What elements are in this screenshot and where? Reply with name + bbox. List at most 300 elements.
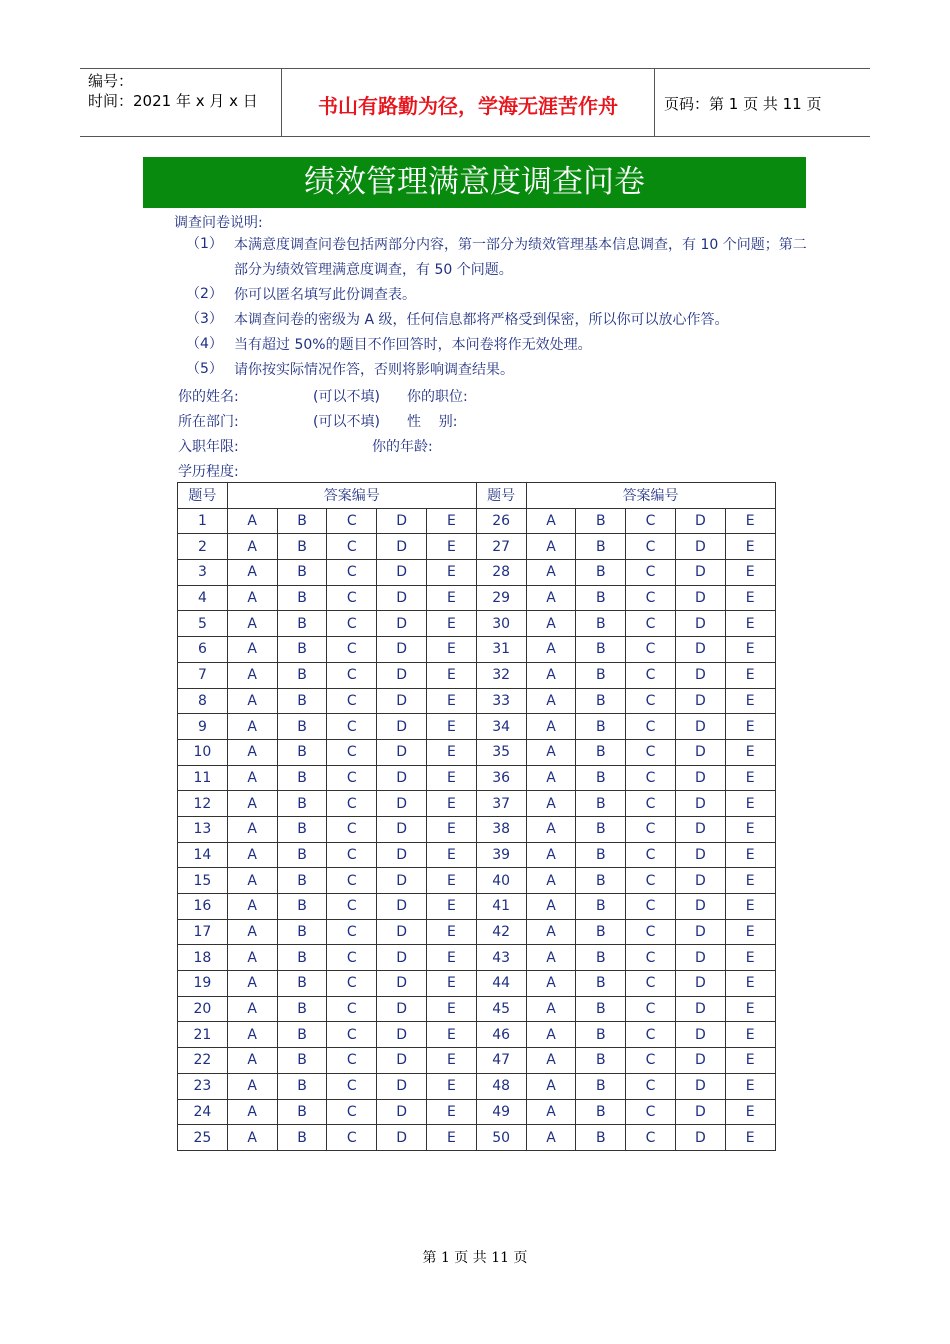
table-row	[178, 534, 776, 560]
answer-option-d[interactable]: D	[675, 1048, 725, 1074]
answer-option-b[interactable]: B	[277, 585, 327, 611]
answer-option-c[interactable]: C	[327, 1073, 377, 1099]
answer-option-a[interactable]: A	[227, 585, 277, 611]
answer-option-c[interactable]: C	[626, 560, 676, 586]
answer-option-a[interactable]: A	[526, 816, 576, 842]
answer-option-d[interactable]: D	[675, 508, 725, 534]
answer-option-e[interactable]: E	[725, 611, 775, 637]
answer-option-b[interactable]: B	[277, 1099, 327, 1125]
answer-option-d[interactable]: D	[675, 1073, 725, 1099]
table-row	[178, 842, 776, 868]
column-header-answers: 答案编号	[227, 483, 476, 509]
instruction-number: （2）	[186, 286, 223, 302]
answer-option-a[interactable]: A	[526, 637, 576, 663]
answer-option-e[interactable]: E	[725, 662, 775, 688]
answer-option-b[interactable]: B	[277, 1048, 327, 1074]
answer-option-d[interactable]: D	[675, 637, 725, 663]
answer-option-d[interactable]: D	[377, 1073, 427, 1099]
answer-option-a[interactable]: A	[227, 1022, 277, 1048]
question-number: 19	[178, 971, 228, 997]
answer-option-a[interactable]: A	[227, 739, 277, 765]
answer-option-a[interactable]: A	[227, 1073, 277, 1099]
header-motto: 书山有路勤为径，学海无涯苦作舟	[318, 94, 618, 118]
answer-option-a[interactable]: A	[526, 1022, 576, 1048]
answer-option-b[interactable]: B	[576, 894, 626, 920]
answer-option-e[interactable]: E	[426, 894, 476, 920]
answer-option-d[interactable]: D	[675, 585, 725, 611]
answer-option-c[interactable]: C	[626, 1048, 676, 1074]
answer-option-e[interactable]: E	[725, 791, 775, 817]
answer-option-c[interactable]: C	[626, 637, 676, 663]
answer-option-d[interactable]: D	[377, 765, 427, 791]
answer-option-e[interactable]: E	[725, 739, 775, 765]
answer-option-a[interactable]: A	[227, 534, 277, 560]
answer-option-c[interactable]: C	[626, 791, 676, 817]
answer-option-d[interactable]: D	[377, 791, 427, 817]
answer-option-d[interactable]: D	[377, 585, 427, 611]
question-number: 10	[178, 739, 228, 765]
answer-option-e[interactable]: E	[426, 996, 476, 1022]
question-number: 36	[476, 765, 526, 791]
answer-option-a[interactable]: A	[526, 739, 576, 765]
answer-option-c[interactable]: C	[327, 1048, 377, 1074]
answer-option-e[interactable]: E	[426, 1022, 476, 1048]
answer-option-e[interactable]: E	[725, 996, 775, 1022]
answer-option-a[interactable]: A	[526, 1125, 576, 1151]
answer-option-d[interactable]: D	[675, 816, 725, 842]
answer-option-e[interactable]: E	[725, 1048, 775, 1074]
answer-option-d[interactable]: D	[675, 1099, 725, 1125]
answer-option-a[interactable]: A	[526, 842, 576, 868]
answer-option-c[interactable]: C	[327, 971, 377, 997]
answer-option-d[interactable]: D	[377, 996, 427, 1022]
answer-option-d[interactable]: D	[377, 868, 427, 894]
answer-option-a[interactable]: A	[526, 996, 576, 1022]
answer-option-e[interactable]: E	[725, 1099, 775, 1125]
answer-option-e[interactable]: E	[725, 508, 775, 534]
answer-option-a[interactable]: A	[526, 611, 576, 637]
optional-note: (可以不填)	[313, 414, 380, 430]
answer-option-a[interactable]: A	[227, 1099, 277, 1125]
answer-option-b[interactable]: B	[576, 765, 626, 791]
answer-option-a[interactable]: A	[526, 508, 576, 534]
answer-option-d[interactable]: D	[377, 714, 427, 740]
answer-option-e[interactable]: E	[426, 765, 476, 791]
answer-option-c[interactable]: C	[626, 508, 676, 534]
instruction-text: 你可以匿名填写此份调查表。	[234, 287, 416, 303]
gender-field[interactable]: 性 别:	[407, 414, 458, 430]
answer-option-e[interactable]: E	[725, 945, 775, 971]
answer-option-b[interactable]: B	[277, 919, 327, 945]
question-number: 4	[178, 585, 228, 611]
answer-option-d[interactable]: D	[675, 945, 725, 971]
answer-option-d[interactable]: D	[377, 1125, 427, 1151]
instruction-number: （4）	[186, 336, 223, 352]
answer-option-d[interactable]: D	[377, 560, 427, 586]
header-bottom-rule	[80, 136, 870, 137]
answer-option-b[interactable]: B	[277, 791, 327, 817]
answer-option-c[interactable]: C	[327, 508, 377, 534]
answer-option-b[interactable]: B	[576, 1073, 626, 1099]
answer-option-c[interactable]: C	[327, 739, 377, 765]
answer-option-c[interactable]: C	[626, 816, 676, 842]
department-field[interactable]: 所在部门:	[178, 414, 239, 430]
age-field[interactable]: 你的年龄:	[372, 439, 433, 455]
answer-option-e[interactable]: E	[725, 714, 775, 740]
answer-option-c[interactable]: C	[327, 816, 377, 842]
answer-option-e[interactable]: E	[426, 534, 476, 560]
question-number: 31	[476, 637, 526, 663]
answer-option-b[interactable]: B	[576, 637, 626, 663]
answer-option-c[interactable]: C	[327, 560, 377, 586]
answer-option-e[interactable]: E	[426, 560, 476, 586]
answer-option-b[interactable]: B	[277, 534, 327, 560]
answer-option-a[interactable]: A	[227, 508, 277, 534]
answer-option-a[interactable]: A	[227, 945, 277, 971]
answer-option-d[interactable]: D	[675, 971, 725, 997]
answer-option-c[interactable]: C	[626, 688, 676, 714]
answer-option-a[interactable]: A	[227, 765, 277, 791]
question-number: 14	[178, 842, 228, 868]
answer-option-a[interactable]: A	[227, 637, 277, 663]
table-row	[178, 560, 776, 586]
answer-option-b[interactable]: B	[277, 894, 327, 920]
answer-option-e[interactable]: E	[426, 611, 476, 637]
answer-option-c[interactable]: C	[327, 1125, 377, 1151]
answer-option-e[interactable]: E	[426, 714, 476, 740]
answer-option-c[interactable]: C	[327, 765, 377, 791]
question-number: 11	[178, 765, 228, 791]
answer-option-a[interactable]: A	[526, 765, 576, 791]
answer-option-b[interactable]: B	[576, 688, 626, 714]
tenure-field[interactable]: 入职年限:	[178, 439, 239, 455]
answer-option-a[interactable]: A	[227, 1048, 277, 1074]
name-field[interactable]: 你的姓名:	[178, 389, 239, 405]
answer-option-b[interactable]: B	[277, 1125, 327, 1151]
answer-option-e[interactable]: E	[426, 842, 476, 868]
answer-option-a[interactable]: A	[227, 919, 277, 945]
answer-option-c[interactable]: C	[626, 1099, 676, 1125]
answer-option-e[interactable]: E	[426, 508, 476, 534]
answer-option-e[interactable]: E	[725, 534, 775, 560]
answer-option-b[interactable]: B	[576, 919, 626, 945]
question-number: 6	[178, 637, 228, 663]
answer-option-b[interactable]: B	[576, 534, 626, 560]
answer-option-c[interactable]: C	[626, 945, 676, 971]
answer-option-e[interactable]: E	[426, 791, 476, 817]
answer-option-a[interactable]: A	[526, 791, 576, 817]
answer-option-d[interactable]: D	[675, 560, 725, 586]
answer-option-b[interactable]: B	[576, 842, 626, 868]
answer-option-b[interactable]: B	[277, 611, 327, 637]
answer-option-d[interactable]: D	[675, 1022, 725, 1048]
answer-option-b[interactable]: B	[277, 945, 327, 971]
answer-option-b[interactable]: B	[576, 1125, 626, 1151]
answer-option-e[interactable]: E	[426, 739, 476, 765]
answer-option-c[interactable]: C	[626, 996, 676, 1022]
answer-option-e[interactable]: E	[426, 1099, 476, 1125]
answer-option-b[interactable]: B	[576, 1099, 626, 1125]
answer-option-a[interactable]: A	[526, 1073, 576, 1099]
answer-option-b[interactable]: B	[576, 996, 626, 1022]
answer-option-e[interactable]: E	[725, 585, 775, 611]
answer-option-c[interactable]: C	[626, 765, 676, 791]
answer-option-b[interactable]: B	[576, 585, 626, 611]
answer-option-d[interactable]: D	[675, 714, 725, 740]
question-number: 8	[178, 688, 228, 714]
answer-option-e[interactable]: E	[426, 816, 476, 842]
answer-option-a[interactable]: A	[526, 1099, 576, 1125]
education-field[interactable]: 学历程度:	[178, 464, 239, 480]
answer-option-d[interactable]: D	[377, 1048, 427, 1074]
answer-option-d[interactable]: D	[377, 971, 427, 997]
answer-option-c[interactable]: C	[327, 945, 377, 971]
answer-option-d[interactable]: D	[377, 534, 427, 560]
optional-note: (可以不填)	[313, 389, 380, 405]
answer-option-b[interactable]: B	[277, 714, 327, 740]
answer-option-d[interactable]: D	[675, 688, 725, 714]
answer-option-e[interactable]: E	[426, 1073, 476, 1099]
answer-option-e[interactable]: E	[725, 1073, 775, 1099]
answer-option-a[interactable]: A	[526, 868, 576, 894]
answer-option-c[interactable]: C	[327, 791, 377, 817]
answer-option-c[interactable]: C	[327, 688, 377, 714]
answer-option-b[interactable]: B	[277, 971, 327, 997]
answer-option-c[interactable]: C	[626, 842, 676, 868]
question-number: 50	[476, 1125, 526, 1151]
answer-option-e[interactable]: E	[725, 1125, 775, 1151]
answer-option-d[interactable]: D	[675, 611, 725, 637]
answer-option-c[interactable]: C	[626, 919, 676, 945]
answer-option-b[interactable]: B	[277, 688, 327, 714]
question-number: 1	[178, 508, 228, 534]
answer-option-c[interactable]: C	[327, 1022, 377, 1048]
answer-option-a[interactable]: A	[227, 688, 277, 714]
answer-option-a[interactable]: A	[227, 816, 277, 842]
answer-option-b[interactable]: B	[277, 1022, 327, 1048]
table-row	[178, 1125, 776, 1151]
answer-option-c[interactable]: C	[327, 894, 377, 920]
answer-option-b[interactable]: B	[576, 560, 626, 586]
answer-option-b[interactable]: B	[277, 1073, 327, 1099]
answer-option-a[interactable]: A	[526, 560, 576, 586]
answer-option-d[interactable]: D	[377, 611, 427, 637]
answer-option-e[interactable]: E	[725, 816, 775, 842]
answer-option-c[interactable]: C	[626, 585, 676, 611]
answer-option-a[interactable]: A	[526, 585, 576, 611]
answer-option-c[interactable]: C	[626, 611, 676, 637]
answer-option-b[interactable]: B	[277, 662, 327, 688]
answer-option-c[interactable]: C	[626, 1073, 676, 1099]
table-row	[178, 585, 776, 611]
answer-option-e[interactable]: E	[426, 1048, 476, 1074]
answer-option-b[interactable]: B	[576, 611, 626, 637]
answer-option-a[interactable]: A	[526, 894, 576, 920]
answer-option-e[interactable]: E	[426, 919, 476, 945]
answer-option-c[interactable]: C	[626, 662, 676, 688]
answer-option-a[interactable]: A	[227, 791, 277, 817]
answer-option-d[interactable]: D	[675, 868, 725, 894]
table-row	[178, 791, 776, 817]
answer-option-a[interactable]: A	[227, 842, 277, 868]
answer-option-c[interactable]: C	[327, 996, 377, 1022]
answer-option-a[interactable]: A	[227, 1125, 277, 1151]
answer-option-b[interactable]: B	[277, 868, 327, 894]
instructions-heading: 调查问卷说明:	[174, 215, 263, 231]
answer-option-e[interactable]: E	[426, 1125, 476, 1151]
answer-option-a[interactable]: A	[227, 868, 277, 894]
answer-option-a[interactable]: A	[526, 662, 576, 688]
answer-option-d[interactable]: D	[675, 842, 725, 868]
answer-option-e[interactable]: E	[426, 585, 476, 611]
answer-option-d[interactable]: D	[377, 662, 427, 688]
answer-option-b[interactable]: B	[576, 945, 626, 971]
answer-option-e[interactable]: E	[725, 919, 775, 945]
question-number: 3	[178, 560, 228, 586]
answer-option-b[interactable]: B	[277, 996, 327, 1022]
answer-option-b[interactable]: B	[277, 508, 327, 534]
answer-option-c[interactable]: C	[327, 842, 377, 868]
question-number: 43	[476, 945, 526, 971]
answer-option-d[interactable]: D	[675, 765, 725, 791]
answer-option-a[interactable]: A	[227, 560, 277, 586]
answer-option-c[interactable]: C	[626, 894, 676, 920]
answer-option-b[interactable]: B	[576, 662, 626, 688]
answer-option-b[interactable]: B	[576, 508, 626, 534]
answer-option-c[interactable]: C	[327, 637, 377, 663]
answer-option-e[interactable]: E	[725, 560, 775, 586]
instruction-number: （5）	[186, 361, 223, 377]
answer-option-d[interactable]: D	[377, 1099, 427, 1125]
answer-option-a[interactable]: A	[526, 714, 576, 740]
answer-option-b[interactable]: B	[576, 1022, 626, 1048]
answer-option-b[interactable]: B	[277, 560, 327, 586]
question-number: 2	[178, 534, 228, 560]
answer-option-c[interactable]: C	[626, 534, 676, 560]
answer-option-b[interactable]: B	[576, 791, 626, 817]
instruction-text: 请你按实际情况作答，否则将影响调查结果。	[234, 362, 514, 378]
answer-option-e[interactable]: E	[426, 662, 476, 688]
instruction-text: 本满意度调查问卷包括两部分内容，第一部分为绩效管理基本信息调查，有 10 个问题；第二部分为绩效管理满意度调查，有 50 个问题。	[234, 237, 807, 278]
answer-option-e[interactable]: E	[426, 971, 476, 997]
answer-option-d[interactable]: D	[377, 919, 427, 945]
question-number: 30	[476, 611, 526, 637]
answer-option-c[interactable]: C	[327, 534, 377, 560]
answer-option-c[interactable]: C	[327, 611, 377, 637]
answer-option-e[interactable]: E	[725, 971, 775, 997]
answer-option-a[interactable]: A	[526, 534, 576, 560]
question-number: 18	[178, 945, 228, 971]
answer-option-d[interactable]: D	[377, 945, 427, 971]
answer-option-a[interactable]: A	[526, 945, 576, 971]
header-left	[88, 71, 258, 111]
answer-option-c[interactable]: C	[626, 1125, 676, 1151]
answer-option-d[interactable]: D	[675, 919, 725, 945]
question-number: 24	[178, 1099, 228, 1125]
answer-option-e[interactable]: E	[725, 868, 775, 894]
answer-option-c[interactable]: C	[626, 1022, 676, 1048]
answer-option-d[interactable]: D	[377, 508, 427, 534]
position-field[interactable]: 你的职位:	[407, 389, 468, 405]
answer-option-a[interactable]: A	[227, 996, 277, 1022]
answer-option-b[interactable]: B	[576, 739, 626, 765]
answer-option-d[interactable]: D	[377, 894, 427, 920]
answer-option-c[interactable]: C	[327, 1099, 377, 1125]
answer-option-c[interactable]: C	[327, 868, 377, 894]
answer-option-d[interactable]: D	[675, 662, 725, 688]
answer-option-d[interactable]: D	[675, 894, 725, 920]
instruction-text: 本调查问卷的密级为 A 级，任何信息都将严格受到保密，所以你可以放心作答。	[234, 312, 729, 328]
answer-option-a[interactable]: A	[526, 1048, 576, 1074]
answer-option-b[interactable]: B	[277, 739, 327, 765]
answer-option-d[interactable]: D	[675, 996, 725, 1022]
answer-option-c[interactable]: C	[327, 662, 377, 688]
answer-option-d[interactable]: D	[377, 739, 427, 765]
answer-option-a[interactable]: A	[526, 919, 576, 945]
answer-option-d[interactable]: D	[377, 816, 427, 842]
answer-option-a[interactable]: A	[227, 714, 277, 740]
answer-option-d[interactable]: D	[675, 1125, 725, 1151]
answer-option-e[interactable]: E	[725, 894, 775, 920]
answer-option-b[interactable]: B	[277, 765, 327, 791]
question-number: 17	[178, 919, 228, 945]
answer-option-e[interactable]: E	[426, 868, 476, 894]
answer-option-e[interactable]: E	[426, 945, 476, 971]
answer-option-b[interactable]: B	[576, 1048, 626, 1074]
answer-option-a[interactable]: A	[227, 611, 277, 637]
answer-option-c[interactable]: C	[327, 585, 377, 611]
answer-option-c[interactable]: C	[327, 919, 377, 945]
answer-option-c[interactable]: C	[626, 714, 676, 740]
answer-option-c[interactable]: C	[626, 739, 676, 765]
answer-option-a[interactable]: A	[227, 894, 277, 920]
answer-option-a[interactable]: A	[526, 688, 576, 714]
answer-option-d[interactable]: D	[675, 534, 725, 560]
answer-option-e[interactable]: E	[725, 688, 775, 714]
answer-option-c[interactable]: C	[626, 971, 676, 997]
answer-option-e[interactable]: E	[426, 637, 476, 663]
answer-option-c[interactable]: C	[626, 868, 676, 894]
answer-option-b[interactable]: B	[277, 816, 327, 842]
question-number: 46	[476, 1022, 526, 1048]
question-number: 9	[178, 714, 228, 740]
answer-option-e[interactable]: E	[426, 688, 476, 714]
answer-option-d[interactable]: D	[377, 637, 427, 663]
answer-option-a[interactable]: A	[227, 662, 277, 688]
column-header-answers: 答案编号	[526, 483, 775, 509]
answer-option-b[interactable]: B	[576, 816, 626, 842]
answer-option-a[interactable]: A	[227, 971, 277, 997]
answer-option-b[interactable]: B	[576, 714, 626, 740]
answer-option-e[interactable]: E	[725, 765, 775, 791]
answer-option-c[interactable]: C	[327, 714, 377, 740]
question-number: 26	[476, 508, 526, 534]
answer-option-d[interactable]: D	[377, 1022, 427, 1048]
answer-option-b[interactable]: B	[277, 637, 327, 663]
answer-option-e[interactable]: E	[725, 1022, 775, 1048]
answer-option-b[interactable]: B	[576, 868, 626, 894]
answer-option-d[interactable]: D	[377, 842, 427, 868]
answer-option-b[interactable]: B	[277, 842, 327, 868]
question-number: 41	[476, 894, 526, 920]
answer-option-a[interactable]: A	[526, 971, 576, 997]
answer-option-d[interactable]: D	[675, 791, 725, 817]
answer-option-e[interactable]: E	[725, 637, 775, 663]
answer-option-b[interactable]: B	[576, 971, 626, 997]
answer-option-d[interactable]: D	[675, 739, 725, 765]
answer-option-e[interactable]: E	[725, 842, 775, 868]
answer-option-d[interactable]: D	[377, 688, 427, 714]
